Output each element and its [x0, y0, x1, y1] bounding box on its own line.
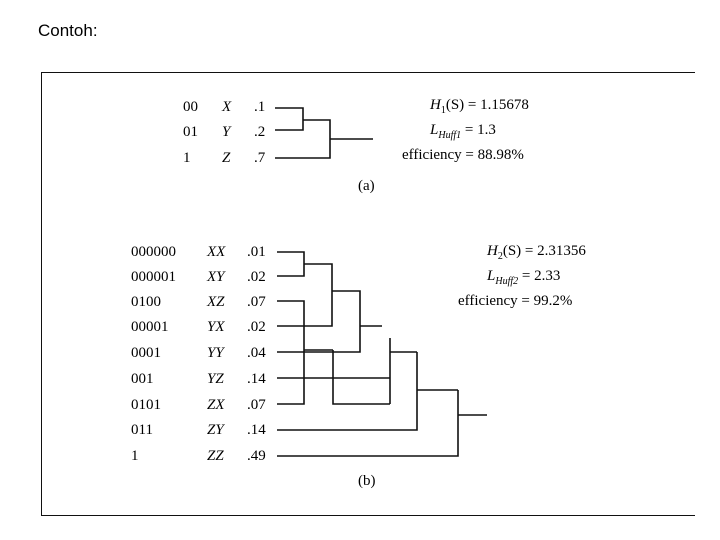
symbol-label: XY [207, 269, 225, 285]
huffman-tree-b [277, 252, 487, 456]
entropy-a: $H_1(S) = 1.15678$ [430, 97, 529, 116]
huffman-tree-a [275, 108, 373, 158]
code-label: 01 [183, 124, 198, 140]
code-label: 000000 [131, 244, 176, 260]
code-label: 0001 [131, 345, 161, 361]
symbol-label: ZZ [207, 448, 224, 464]
symbol-label: YZ [207, 371, 224, 387]
symbol-label: XX [207, 244, 226, 260]
entropy-b: $H_2(S) = 2.31356$ [487, 243, 586, 262]
probability-label: .07 [247, 397, 266, 413]
efficiency-b: efficiency = 99.2% [458, 293, 573, 309]
symbol-label: ZX [207, 397, 225, 413]
code-label: 1 [183, 150, 191, 166]
code-label: 0100 [131, 294, 161, 310]
probability-label: .2 [254, 124, 266, 140]
symbol-label: X [222, 99, 232, 115]
slide-heading: Contoh: [38, 21, 98, 40]
symbol-label: ZY [207, 422, 224, 438]
code-label: 000001 [131, 269, 176, 285]
probability-label: .02 [247, 269, 266, 285]
caption-b: (b) [358, 473, 376, 489]
code-label: 001 [131, 371, 154, 387]
symbol-label: YY [207, 345, 224, 361]
caption-a: (a) [358, 178, 375, 194]
code-label: 00001 [131, 319, 169, 335]
probability-label: .07 [247, 294, 266, 310]
avg-length-a: $L_{Huff1} = 1.3$ [430, 122, 496, 141]
code-label: 011 [131, 422, 153, 438]
probability-label: .49 [247, 448, 266, 464]
probability-label: .1 [254, 99, 266, 115]
symbol-label: Z [222, 150, 231, 166]
probability-label: .04 [247, 345, 266, 361]
code-label: 0101 [131, 397, 161, 413]
symbol-label: Y [222, 124, 231, 140]
code-label: 00 [183, 99, 198, 115]
symbol-label: YX [207, 319, 225, 335]
probability-label: .14 [247, 422, 266, 438]
probability-label: .02 [247, 319, 266, 335]
probability-label: .7 [254, 150, 266, 166]
probability-label: .14 [247, 371, 266, 387]
symbol-label: XZ [207, 294, 225, 310]
efficiency-a: efficiency = 88.98% [402, 147, 524, 163]
code-label: 1 [131, 448, 139, 464]
probability-label: .01 [247, 244, 266, 260]
avg-length-b: $L_{Huff2} = 2.33$ [487, 268, 561, 287]
